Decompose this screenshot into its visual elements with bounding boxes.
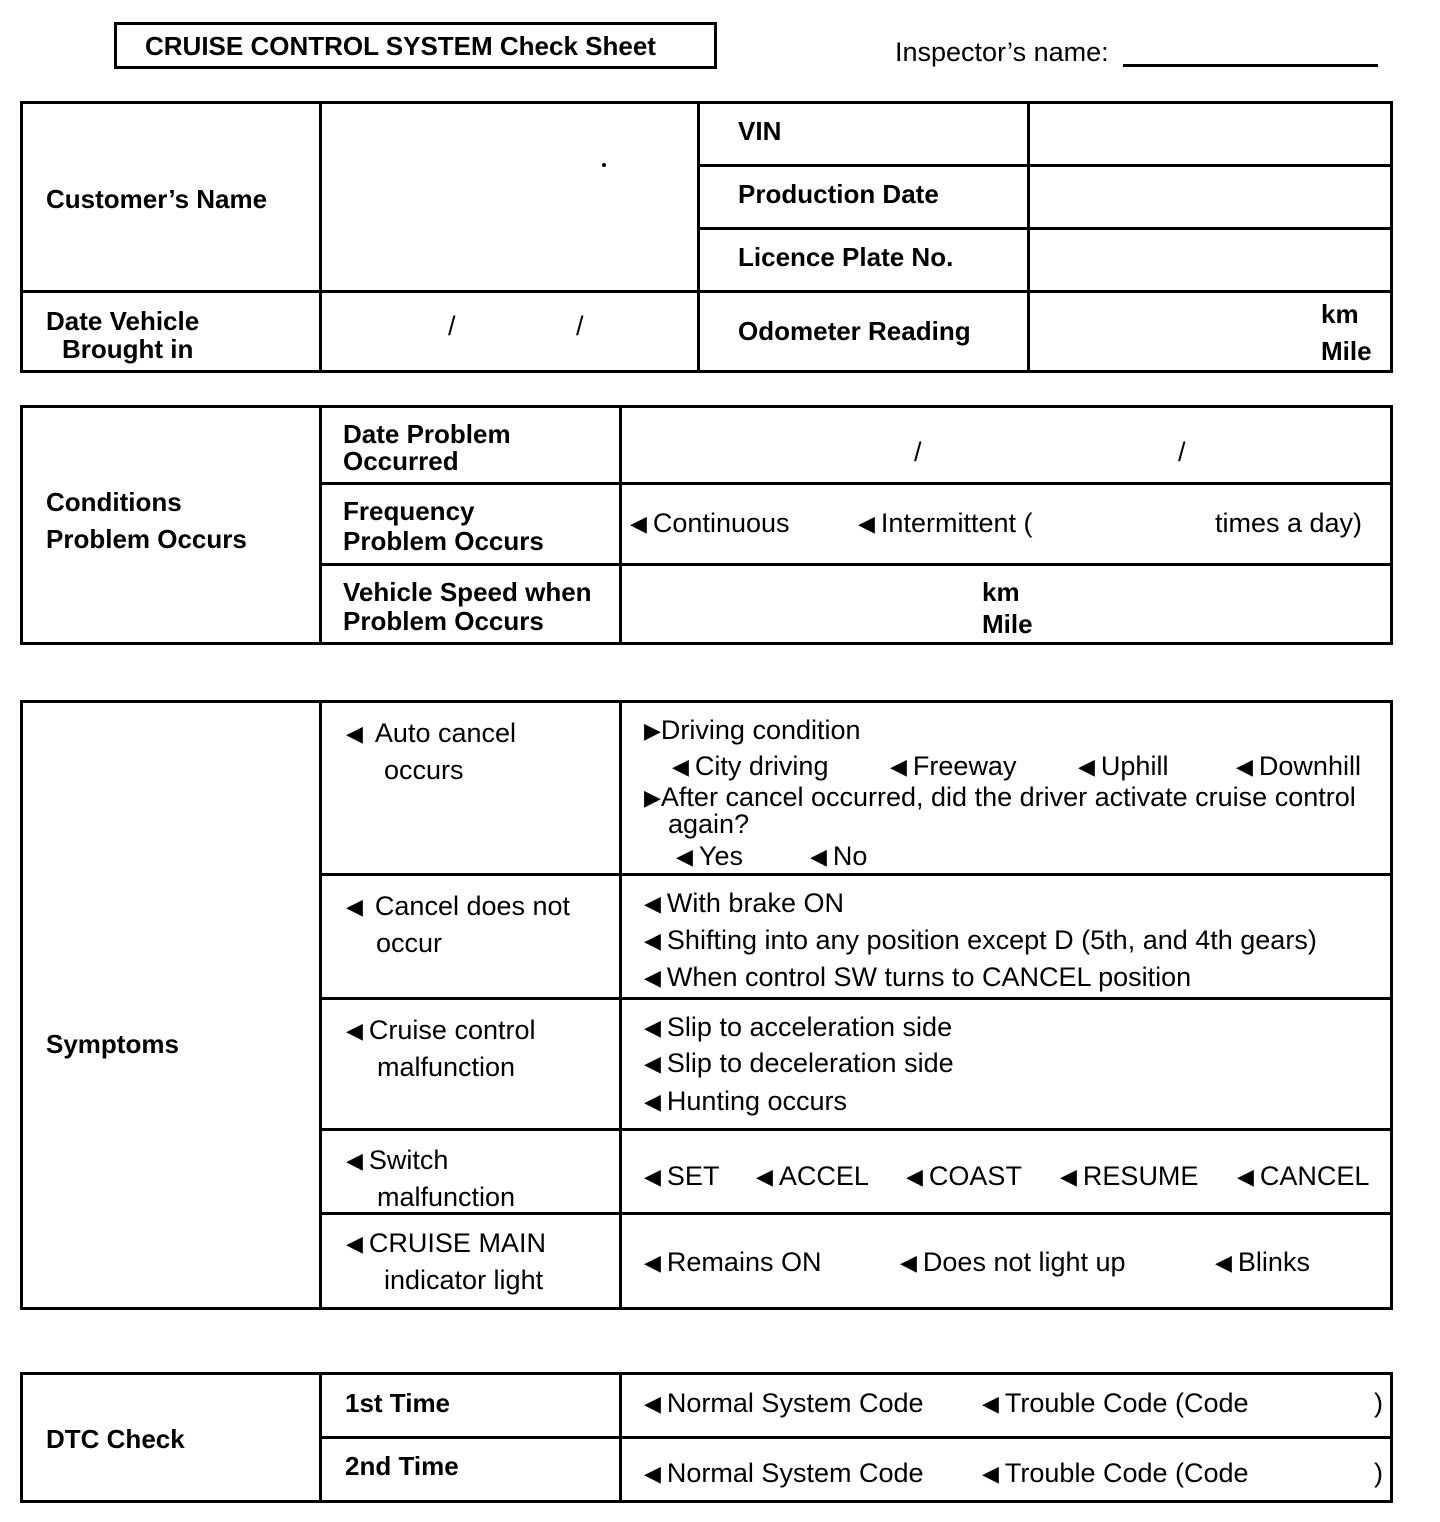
coast-option[interactable]: ◀ COAST (906, 1161, 1022, 1191)
date-brought-label: Date Vehicle Brought in (46, 306, 200, 364)
checkbox-arrow-icon: ◀ (982, 1391, 999, 1416)
set-option[interactable]: ◀ SET (644, 1161, 720, 1191)
cruise-main-indicator-option[interactable]: ◀ CRUISE MAIN indicator light (346, 1225, 546, 1299)
date-separator: / (1178, 437, 1186, 467)
stray-dot (602, 163, 606, 167)
customer-name-field[interactable] (322, 104, 697, 290)
date-separator: / (448, 311, 456, 341)
odometer-label: Odometer Reading (738, 316, 971, 346)
first-trouble-code-option[interactable]: ◀ Trouble Code (Code (982, 1388, 1249, 1418)
checkbox-arrow-icon: ◀ (644, 1089, 661, 1114)
odometer-unit-km: km (1321, 299, 1359, 329)
inspector-name-field[interactable] (1123, 64, 1378, 67)
checkbox-arrow-icon: ◀ (644, 1391, 661, 1416)
control-sw-cancel-option[interactable]: ◀ When control SW turns to CANCEL position (644, 962, 1192, 992)
checkbox-arrow-icon: ◀ (346, 1018, 363, 1043)
speed-unit-mile: Mile (982, 609, 1033, 639)
checkbox-arrow-icon: ◀ (644, 891, 661, 916)
remains-on-option[interactable]: ◀ Remains ON (644, 1247, 822, 1277)
customer-name-label: Customer’s Name (46, 184, 268, 214)
slip-acceleration-option[interactable]: ◀ Slip to acceleration side (644, 1012, 953, 1042)
slip-deceleration-option[interactable]: ◀ Slip to deceleration side (644, 1048, 954, 1078)
checkbox-arrow-icon: ◀ (858, 511, 875, 536)
driving-condition-heading: ▶Driving condition (644, 715, 861, 745)
date-problem-label: Date Problem Occurred (343, 419, 511, 476)
first-normal-code-option[interactable]: ◀ Normal System Code (644, 1388, 924, 1418)
checkbox-arrow-icon: ◀ (644, 965, 661, 990)
page-title: CRUISE CONTROL SYSTEM Check Sheet (145, 31, 656, 61)
switch-malfunction-option[interactable]: ◀ Switch malfunction (346, 1142, 515, 1216)
checkbox-arrow-icon: ◀ (644, 1164, 661, 1189)
freeway-option[interactable]: ◀ Freeway (890, 751, 1017, 781)
dtc-second-time-label: 2nd Time (345, 1451, 459, 1481)
checkbox-arrow-icon: ◀ (1236, 754, 1253, 779)
shifting-option[interactable]: ◀ Shifting into any position except D (5th, and 4th gears) (644, 925, 1317, 955)
play-arrow-icon: ▶ (644, 785, 661, 810)
checkbox-arrow-icon: ◀ (810, 844, 827, 869)
intermittent-option[interactable]: ◀ Intermittent ( (858, 508, 1033, 538)
checkbox-arrow-icon: ◀ (346, 1231, 363, 1256)
cruise-malfunction-option[interactable]: ◀ Cruise control malfunction (346, 1012, 535, 1086)
checkbox-arrow-icon: ◀ (644, 928, 661, 953)
times-a-day: times a day) (1215, 508, 1363, 538)
downhill-option[interactable]: ◀ Downhill (1236, 751, 1361, 781)
vin-label: VIN (738, 116, 782, 146)
inspector-name-label: Inspector’s name: (895, 37, 1109, 67)
first-code-close-paren: ) (1374, 1388, 1383, 1418)
yes-option[interactable]: ◀ Yes (676, 841, 743, 871)
does-not-light-option[interactable]: ◀ Does not light up (900, 1247, 1126, 1277)
checkbox-arrow-icon: ◀ (644, 1015, 661, 1040)
production-date-label: Production Date (738, 179, 939, 209)
checkbox-arrow-icon: ◀ (644, 1250, 661, 1275)
dtc-check-label: DTC Check (46, 1424, 185, 1454)
licence-plate-label: Licence Plate No. (738, 242, 954, 272)
symptoms-section-label: Symptoms (46, 1029, 179, 1059)
blinks-option[interactable]: ◀ Blinks (1215, 1247, 1310, 1277)
checkbox-arrow-icon: ◀ (1215, 1250, 1232, 1275)
checkbox-arrow-icon: ◀ (756, 1164, 773, 1189)
no-option[interactable]: ◀ No (810, 841, 868, 871)
checkbox-arrow-icon: ◀ (676, 844, 693, 869)
with-brake-on-option[interactable]: ◀ With brake ON (644, 888, 844, 918)
checkbox-arrow-icon: ◀ (1078, 754, 1095, 779)
continuous-option[interactable]: ◀ Continuous (630, 508, 790, 538)
production-date-field[interactable] (1030, 167, 1390, 227)
dtc-first-time-label: 1st Time (345, 1388, 451, 1418)
auto-cancel-option[interactable]: ◀ Auto cancel occurs (346, 715, 516, 789)
odometer-unit-mile: Mile (1321, 336, 1372, 366)
uphill-option[interactable]: ◀ Uphill (1078, 751, 1169, 781)
checkbox-arrow-icon: ◀ (900, 1250, 917, 1275)
checkbox-arrow-icon: ◀ (346, 1148, 363, 1173)
conditions-section-label: Conditions Problem Occurs (46, 487, 247, 554)
checkbox-arrow-icon: ◀ (1237, 1164, 1254, 1189)
checkbox-arrow-icon: ◀ (1060, 1164, 1077, 1189)
vin-field[interactable] (1030, 104, 1390, 164)
vehicle-speed-label: Vehicle Speed when Problem Occurs (343, 577, 592, 636)
speed-unit-km: km (982, 577, 1020, 607)
second-normal-code-option[interactable]: ◀ Normal System Code (644, 1458, 924, 1488)
second-code-close-paren: ) (1374, 1458, 1383, 1488)
date-separator: / (914, 437, 922, 467)
city-driving-option[interactable]: ◀ City driving (672, 751, 829, 781)
date-separator: / (576, 311, 584, 341)
resume-option[interactable]: ◀ RESUME (1060, 1161, 1199, 1191)
checkbox-arrow-icon: ◀ (644, 1051, 661, 1076)
checkbox-arrow-icon: ◀ (890, 754, 907, 779)
checkbox-arrow-icon: ◀ (346, 721, 363, 746)
frequency-label: Frequency Problem Occurs (343, 496, 544, 556)
play-arrow-icon: ▶ (644, 718, 661, 743)
cancel-not-occur-option[interactable]: ◀ Cancel does not occur (346, 888, 570, 962)
checkbox-arrow-icon: ◀ (982, 1461, 999, 1486)
accel-option[interactable]: ◀ ACCEL (756, 1161, 869, 1191)
cancel-option[interactable]: ◀ CANCEL (1237, 1161, 1370, 1191)
second-trouble-code-option[interactable]: ◀ Trouble Code (Code (982, 1458, 1249, 1488)
after-cancel-question: ▶After cancel occurred, did the driver activate cruise control again? (644, 782, 1356, 839)
licence-plate-field[interactable] (1030, 230, 1390, 290)
checkbox-arrow-icon: ◀ (630, 511, 647, 536)
hunting-option[interactable]: ◀ Hunting occurs (644, 1086, 848, 1116)
checkbox-arrow-icon: ◀ (906, 1164, 923, 1189)
checkbox-arrow-icon: ◀ (644, 1461, 661, 1486)
checkbox-arrow-icon: ◀ (672, 754, 689, 779)
checkbox-arrow-icon: ◀ (346, 894, 363, 919)
